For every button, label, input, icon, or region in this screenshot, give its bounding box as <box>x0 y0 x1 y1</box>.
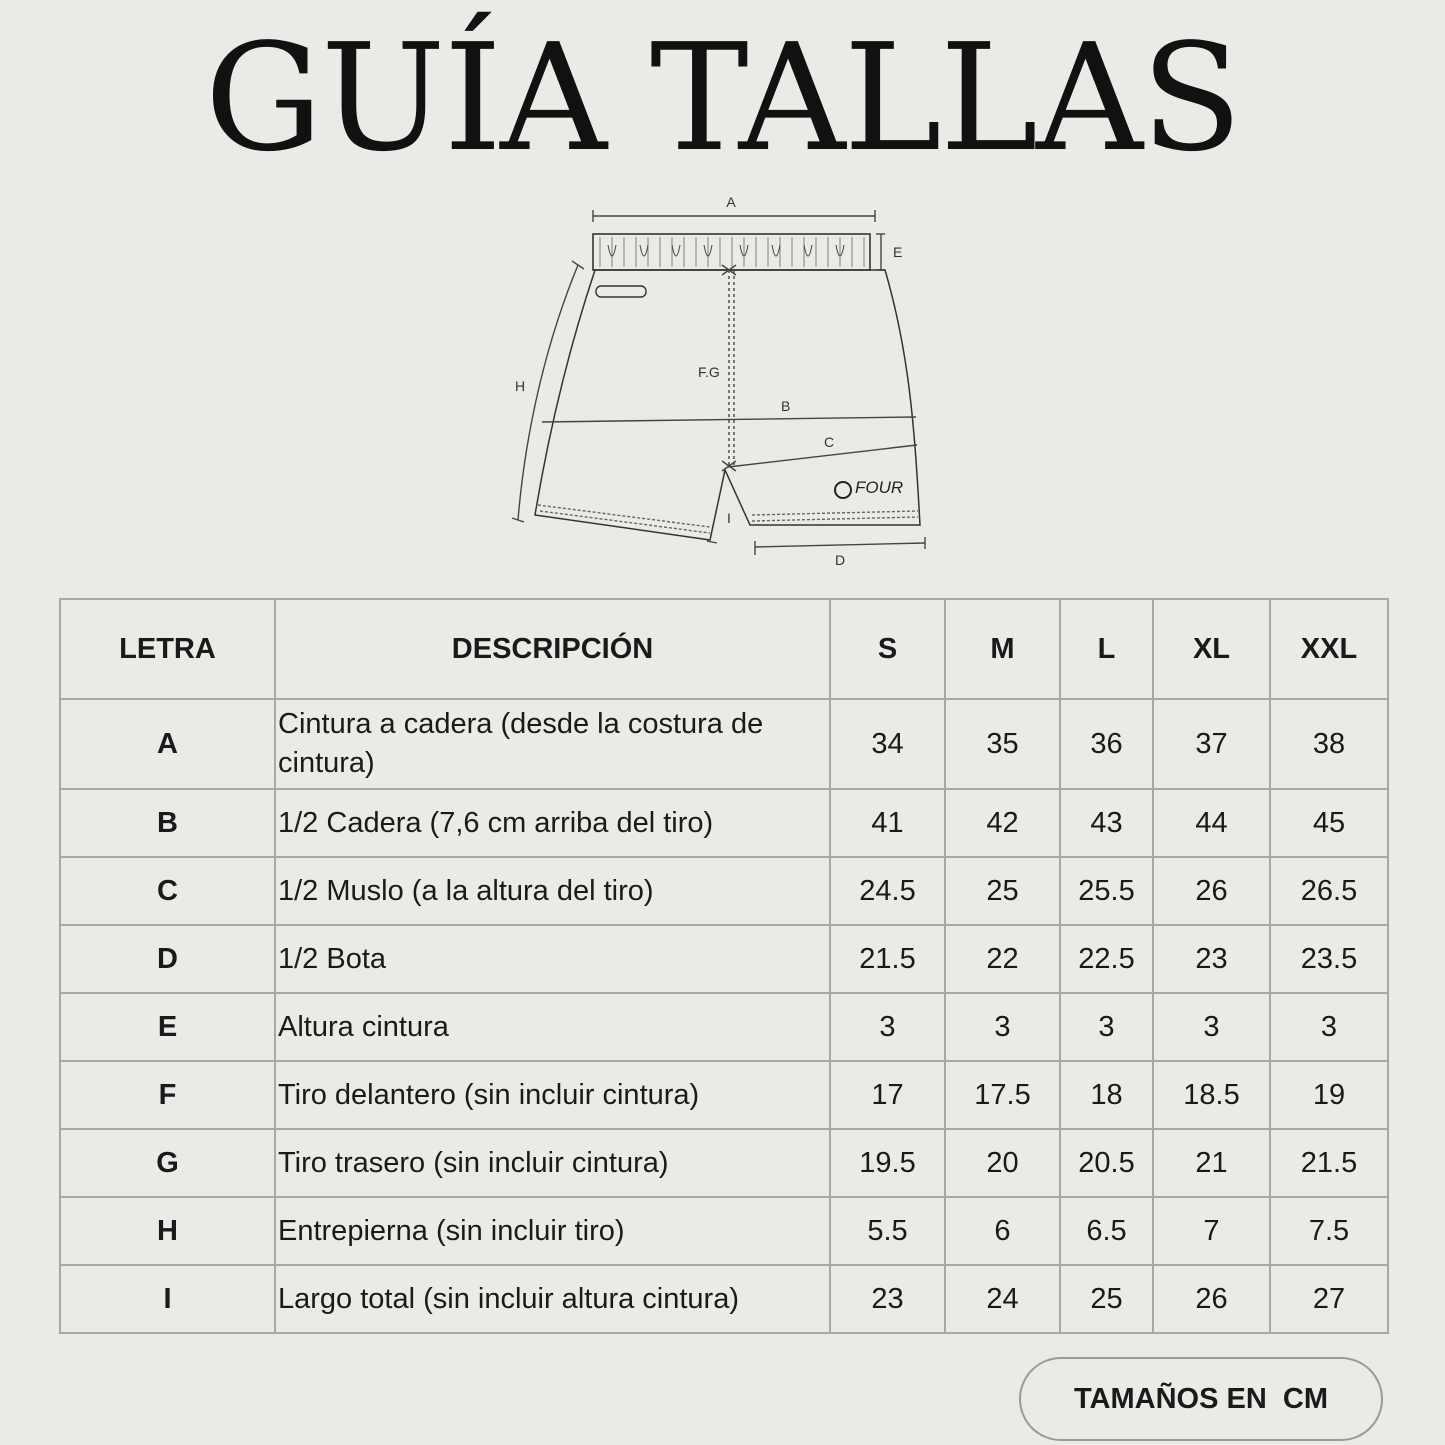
header-description: DESCRIPCIÓN <box>275 599 830 699</box>
table-row <box>60 1129 1388 1197</box>
diagram-label-fg: F.G <box>698 364 720 380</box>
cell-value: 44 <box>1153 789 1270 857</box>
page-title: GUÍA TALLAS <box>204 12 1241 184</box>
header-size-l: L <box>1060 599 1153 699</box>
cell-value: 19 <box>1270 1061 1388 1129</box>
cell-value: 6 <box>945 1197 1060 1265</box>
row-description: Entrepierna (sin incluir tiro) <box>275 1197 830 1265</box>
header-size-m: M <box>945 599 1060 699</box>
size-table <box>59 598 1389 1334</box>
cell-value: 25.5 <box>1060 857 1153 925</box>
cell-value: 3 <box>1060 993 1153 1061</box>
cell-value: 38 <box>1270 699 1388 789</box>
row-letter: E <box>60 993 275 1061</box>
cell-value: 20.5 <box>1060 1129 1153 1197</box>
cell-value: 42 <box>945 789 1060 857</box>
table-header-row <box>60 599 1388 699</box>
row-description: Cintura a cadera (desde la costura de cintura) <box>275 699 830 789</box>
cell-value: 20 <box>945 1129 1060 1197</box>
header-size-xxl: XXL <box>1270 599 1388 699</box>
header-letter: LETRA <box>60 599 275 699</box>
row-description: Largo total (sin incluir altura cintura) <box>275 1265 830 1333</box>
row-letter: H <box>60 1197 275 1265</box>
cell-value: 17 <box>830 1061 945 1129</box>
cell-value: 41 <box>830 789 945 857</box>
cell-value: 21 <box>1153 1129 1270 1197</box>
row-letter: I <box>60 1265 275 1333</box>
table-row <box>60 1197 1388 1265</box>
row-letter: F <box>60 1061 275 1129</box>
diagram-label-d: D <box>835 552 846 568</box>
row-description: 1/2 Bota <box>275 925 830 993</box>
cell-value: 18.5 <box>1153 1061 1270 1129</box>
cell-value: 17.5 <box>945 1061 1060 1129</box>
table-row <box>60 1061 1388 1129</box>
diagram-label-e: E <box>893 244 903 260</box>
cell-value: 23.5 <box>1270 925 1388 993</box>
diagram-label-b: B <box>781 398 791 414</box>
cell-value: 3 <box>1270 993 1388 1061</box>
cell-value: 34 <box>830 699 945 789</box>
row-description: Tiro delantero (sin incluir cintura) <box>275 1061 830 1129</box>
cell-value: 25 <box>945 857 1060 925</box>
row-description: Altura cintura <box>275 993 830 1061</box>
table-row <box>60 925 1388 993</box>
cell-value: 3 <box>945 993 1060 1061</box>
cell-value: 22.5 <box>1060 925 1153 993</box>
cell-value: 3 <box>830 993 945 1061</box>
table-row <box>60 789 1388 857</box>
cell-value: 18 <box>1060 1061 1153 1129</box>
brand-logo: FOUR <box>855 478 904 497</box>
diagram-label-h: H <box>515 378 526 394</box>
cell-value: 6.5 <box>1060 1197 1153 1265</box>
cell-value: 5.5 <box>830 1197 945 1265</box>
row-description: Tiro trasero (sin incluir cintura) <box>275 1129 830 1197</box>
cell-value: 25 <box>1060 1265 1153 1333</box>
cell-value: 7.5 <box>1270 1197 1388 1265</box>
units-badge: TAMAÑOS EN CM <box>1019 1357 1383 1441</box>
row-letter: D <box>60 925 275 993</box>
cell-value: 21.5 <box>1270 1129 1388 1197</box>
row-description: 1/2 Cadera (7,6 cm arriba del tiro) <box>275 789 830 857</box>
cell-value: 43 <box>1060 789 1153 857</box>
cell-value: 26.5 <box>1270 857 1388 925</box>
diagram-label-i: I <box>727 510 731 526</box>
cell-value: 26 <box>1153 857 1270 925</box>
cell-value: 22 <box>945 925 1060 993</box>
header-size-xl: XL <box>1153 599 1270 699</box>
row-letter: C <box>60 857 275 925</box>
row-letter: A <box>60 699 275 789</box>
diagram-label-a: A <box>726 194 736 210</box>
cell-value: 23 <box>830 1265 945 1333</box>
table-row <box>60 699 1388 789</box>
cell-value: 3 <box>1153 993 1270 1061</box>
cell-value: 21.5 <box>830 925 945 993</box>
cell-value: 37 <box>1153 699 1270 789</box>
cell-value: 7 <box>1153 1197 1270 1265</box>
diagram-label-c: C <box>824 434 835 450</box>
cell-value: 24 <box>945 1265 1060 1333</box>
cell-value: 35 <box>945 699 1060 789</box>
cell-value: 45 <box>1270 789 1388 857</box>
header-size-s: S <box>830 599 945 699</box>
row-description: 1/2 Muslo (a la altura del tiro) <box>275 857 830 925</box>
cell-value: 26 <box>1153 1265 1270 1333</box>
cell-value: 36 <box>1060 699 1153 789</box>
row-letter: G <box>60 1129 275 1197</box>
table-row <box>60 1265 1388 1333</box>
table-row <box>60 993 1388 1061</box>
cell-value: 23 <box>1153 925 1270 993</box>
shorts-diagram <box>500 185 950 575</box>
table-row <box>60 857 1388 925</box>
cell-value: 27 <box>1270 1265 1388 1333</box>
cell-value: 24.5 <box>830 857 945 925</box>
cell-value: 19.5 <box>830 1129 945 1197</box>
row-letter: B <box>60 789 275 857</box>
shorts-illustration <box>500 185 950 575</box>
